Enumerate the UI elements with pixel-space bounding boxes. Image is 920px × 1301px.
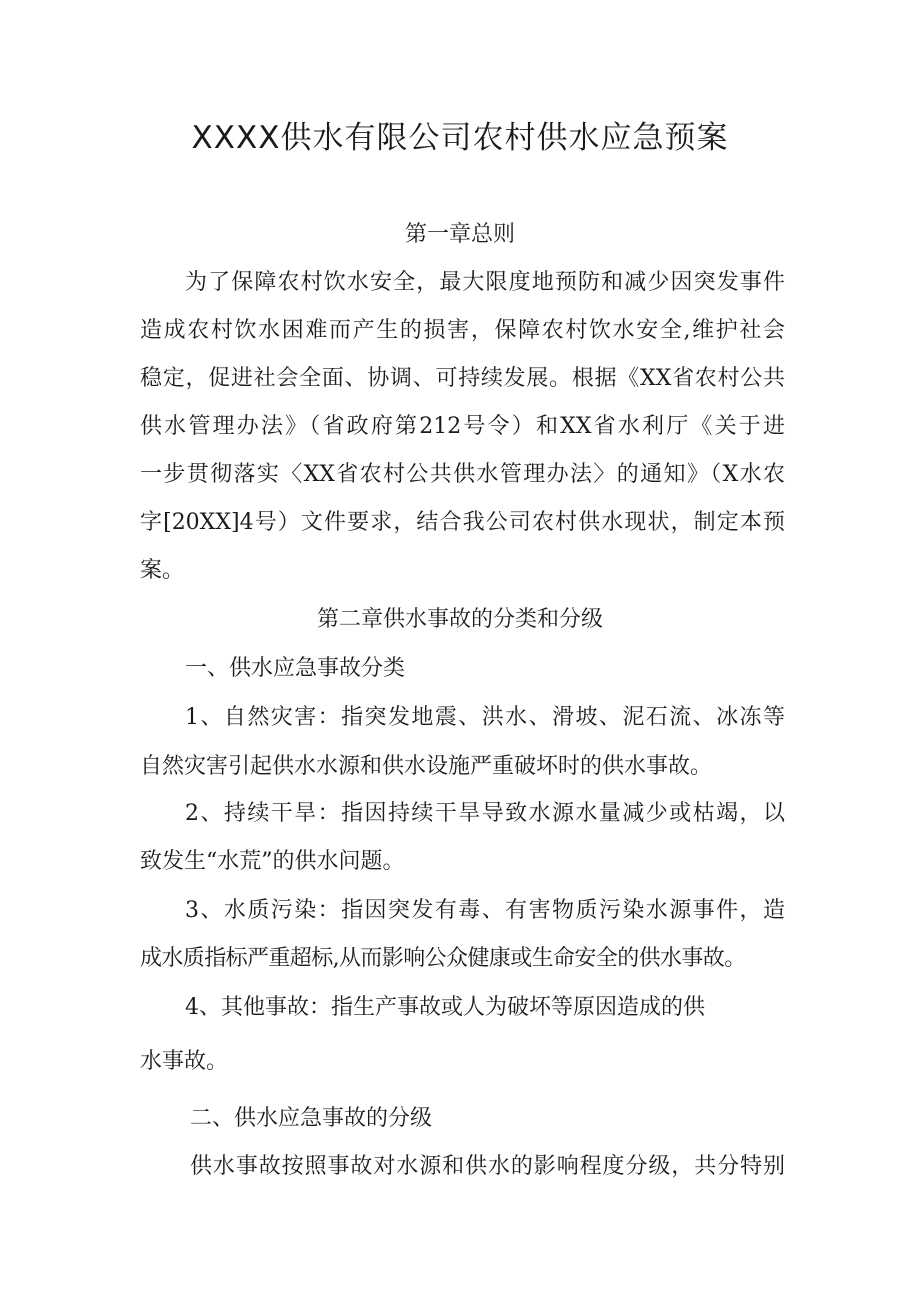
item2-line: 2、持续干旱：指因持续干旱导致水源水量减少或枯竭，以 [185,801,785,826]
para1-line: 稳定，促进社会全面、协调、可持续发展。根据《XX省农村公共 [140,366,785,391]
para1-line: 字[20XX]4号）文件要求，结合我公司农村供水现状，制定本预 [140,510,785,535]
item4-line: 4、其他事故：指生产事故或人为破坏等原因造成的供 [185,995,705,1020]
chapter2-heading: 第二章供水事故的分类和分级 [316,607,603,632]
item1-line: 自然灾害引起供水水源和供水设施严重破坏时的供水事故。 [140,754,713,779]
para1-line: 一步贯彻落实〈XX省农村公共供水管理办法〉的通知》（X水农 [140,462,785,487]
item3-line: 成水质指标严重超标,从而影响公众健康或生命安全的供水事故。 [140,946,746,971]
para1-line: 案。 [140,558,185,583]
item4-line: 水事故。 [140,1049,229,1074]
item3-line: 3、水质污染：指因突发有毒、有害物质污染水源事件，造 [185,898,785,923]
item1-line: 1、自然灾害：指突发地震、洪水、滑坡、泥石流、冰冻等 [185,705,785,730]
para1-line: 造成农村饮水困难而产生的损害，保障农村饮水安全,维护社会 [140,318,785,343]
item2-line: 致发生“水荒”的供水问题。 [140,849,405,874]
section2-heading: 二、供水应急事故的分级 [190,1106,433,1131]
para1-line: 供水管理办法》（省政府第212号令）和XX省水利厅《关于进 [140,414,785,439]
chapter1-heading: 第一章总则 [404,222,515,247]
para-last-line: 供水事故按照事故对水源和供水的影响程度分级，共分特别 [190,1154,785,1179]
section1-heading: 一、供水应急事故分类 [185,656,406,681]
para1-line: 为了保障农村饮水安全，最大限度地预防和减少因突发事件 [185,270,785,295]
document-title: XXXX供水有限公司农村供水应急预案 [191,120,729,156]
